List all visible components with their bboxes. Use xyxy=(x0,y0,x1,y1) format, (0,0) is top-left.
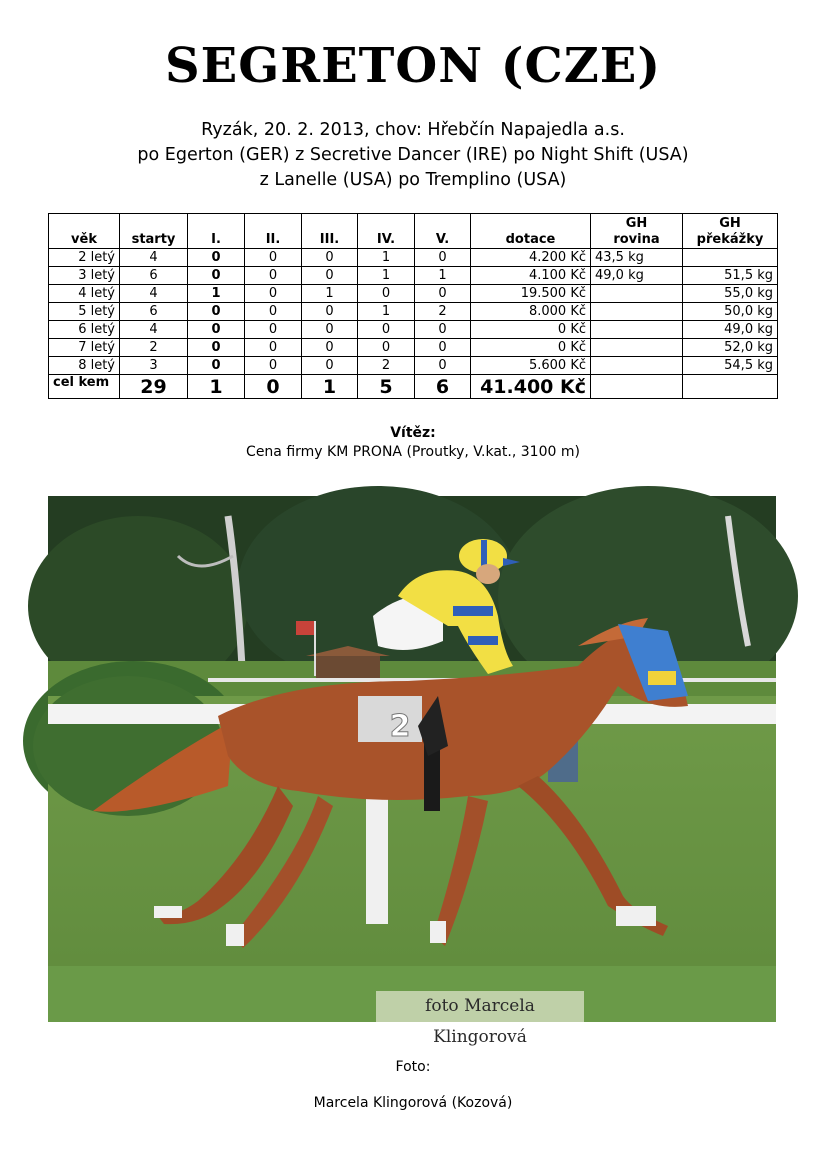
table-cell: 52,0 kg xyxy=(683,339,778,357)
table-cell: 4.100 Kč xyxy=(471,267,591,285)
table-cell: 54,5 kg xyxy=(683,357,778,375)
photo-caption-author: Marcela Klingorová (Kozová) xyxy=(313,1095,513,1111)
table-cell: 6 letý xyxy=(49,321,120,339)
table-cell: 1 xyxy=(358,303,415,321)
header-second: II. xyxy=(245,214,302,249)
table-cell: 0 xyxy=(302,339,358,357)
table-cell: 49,0 kg xyxy=(591,267,683,285)
table-cell: 4 xyxy=(120,285,188,303)
table-cell: 0 Kč xyxy=(471,339,591,357)
table-row xyxy=(49,303,778,321)
table-cell: 55,0 kg xyxy=(683,285,778,303)
saddle-number: 2 xyxy=(389,709,411,744)
table-cell: 0 xyxy=(188,339,245,357)
total-cell xyxy=(591,375,683,399)
table-cell: 3 xyxy=(120,357,188,375)
horse-photo-illustration xyxy=(48,496,776,1022)
table-row xyxy=(49,285,778,303)
table-cell: 1 xyxy=(302,285,358,303)
table-cell: 51,5 kg xyxy=(683,267,778,285)
table-cell: 2 xyxy=(358,357,415,375)
table-total-row xyxy=(49,375,778,399)
table-cell: 0 xyxy=(245,303,302,321)
table-cell: 2 xyxy=(415,303,471,321)
table-cell: 0 xyxy=(245,267,302,285)
table-cell: 0 xyxy=(358,339,415,357)
table-cell: 1 xyxy=(358,249,415,267)
table-cell: 0 xyxy=(358,285,415,303)
table-cell: 0 xyxy=(415,321,471,339)
horse-photo xyxy=(48,496,776,1047)
header-gh-flat-top: GH xyxy=(625,216,648,231)
table-cell: 0 xyxy=(415,249,471,267)
header-gh-flat xyxy=(591,214,683,249)
race-stats-table xyxy=(48,213,778,399)
header-age: věk xyxy=(49,214,120,249)
table-cell: 0 xyxy=(188,267,245,285)
table-cell: 5.600 Kč xyxy=(471,357,591,375)
table-cell: 0 xyxy=(245,339,302,357)
table-cell: 4 xyxy=(120,321,188,339)
table-cell: 7 letý xyxy=(49,339,120,357)
table-cell: 2 xyxy=(120,339,188,357)
header-gh-jumps-top: GH xyxy=(719,216,741,231)
total-cell: 29 xyxy=(120,375,188,399)
table-cell: 0 xyxy=(302,249,358,267)
table-cell xyxy=(591,357,683,375)
table-cell: 0 xyxy=(245,285,302,303)
table-cell: 0 xyxy=(188,303,245,321)
header-fourth: IV. xyxy=(358,214,415,249)
table-cell: 4.200 Kč xyxy=(471,249,591,267)
table-cell: 8 letý xyxy=(49,357,120,375)
table-cell: 0 xyxy=(245,357,302,375)
table-cell: 0 xyxy=(245,249,302,267)
total-cell: 0 xyxy=(245,375,302,399)
pedigree-line-1: Ryzák, 20. 2. 2013, chov: Hřebčín Napajedla a.s. xyxy=(201,120,625,140)
header-first: I. xyxy=(188,214,245,249)
header-gh-flat-bottom: rovina xyxy=(613,232,660,247)
winner-label: Vítěz: xyxy=(390,425,436,441)
table-row xyxy=(49,267,778,285)
total-cell: 1 xyxy=(302,375,358,399)
table-cell: 0 xyxy=(302,267,358,285)
header-gh-jumps-bottom: překážky xyxy=(696,232,764,247)
table-cell: 49,0 kg xyxy=(683,321,778,339)
photo-credit-watermark: foto Marcela Klingorová xyxy=(376,991,584,1022)
table-cell: 0 xyxy=(302,303,358,321)
table-cell: 50,0 kg xyxy=(683,303,778,321)
table-cell: 0 Kč xyxy=(471,321,591,339)
table-cell xyxy=(591,303,683,321)
table-cell: 4 xyxy=(120,249,188,267)
table-cell: 19.500 Kč xyxy=(471,285,591,303)
table-cell: 6 xyxy=(120,303,188,321)
header-third: III. xyxy=(302,214,358,249)
table-cell: 2 letý xyxy=(49,249,120,267)
header-fifth: V. xyxy=(415,214,471,249)
pedigree-block xyxy=(0,118,826,193)
table-cell: 0 xyxy=(415,285,471,303)
table-row xyxy=(49,357,778,375)
total-cell: cel kem xyxy=(49,375,120,399)
table-cell: 0 xyxy=(302,321,358,339)
table-row xyxy=(49,339,778,357)
winner-race: Cena firmy KM PRONA (Proutky, V.kat., 3100 m) xyxy=(246,444,580,460)
table-cell xyxy=(683,249,778,267)
pedigree-line-2: po Egerton (GER) z Secretive Dancer (IRE) po Night Shift (USA) xyxy=(137,145,689,165)
table-cell: 1 xyxy=(358,267,415,285)
table-cell: 0 xyxy=(188,357,245,375)
table-cell: 8.000 Kč xyxy=(471,303,591,321)
horse-name-title: SEGRETON (CZE) xyxy=(164,38,662,94)
total-cell: 5 xyxy=(358,375,415,399)
table-cell: 0 xyxy=(188,249,245,267)
table-cell: 0 xyxy=(245,321,302,339)
table-cell: 4 letý xyxy=(49,285,120,303)
pedigree-line-3: z Lanelle (USA) po Tremplino (USA) xyxy=(259,170,567,190)
table-header-row xyxy=(49,214,778,249)
table-cell: 3 letý xyxy=(49,267,120,285)
table-cell: 0 xyxy=(302,357,358,375)
table-row xyxy=(49,321,778,339)
table-cell: 1 xyxy=(188,285,245,303)
table-cell: 6 xyxy=(120,267,188,285)
total-cell: 41.400 Kč xyxy=(471,375,591,399)
table-row xyxy=(49,249,778,267)
table-cell xyxy=(591,339,683,357)
total-cell: 6 xyxy=(415,375,471,399)
total-cell xyxy=(683,375,778,399)
total-cell: 1 xyxy=(188,375,245,399)
table-cell: 0 xyxy=(188,321,245,339)
table-cell: 0 xyxy=(415,357,471,375)
table-cell: 1 xyxy=(415,267,471,285)
header-starts: starty xyxy=(120,214,188,249)
table-cell: 0 xyxy=(415,339,471,357)
table-cell: 5 letý xyxy=(49,303,120,321)
table-cell: 43,5 kg xyxy=(591,249,683,267)
header-prize: dotace xyxy=(471,214,591,249)
header-gh-jumps xyxy=(683,214,778,249)
table-cell: 0 xyxy=(358,321,415,339)
table-cell xyxy=(591,321,683,339)
table-cell xyxy=(591,285,683,303)
photo-caption-label: Foto: xyxy=(395,1059,431,1075)
